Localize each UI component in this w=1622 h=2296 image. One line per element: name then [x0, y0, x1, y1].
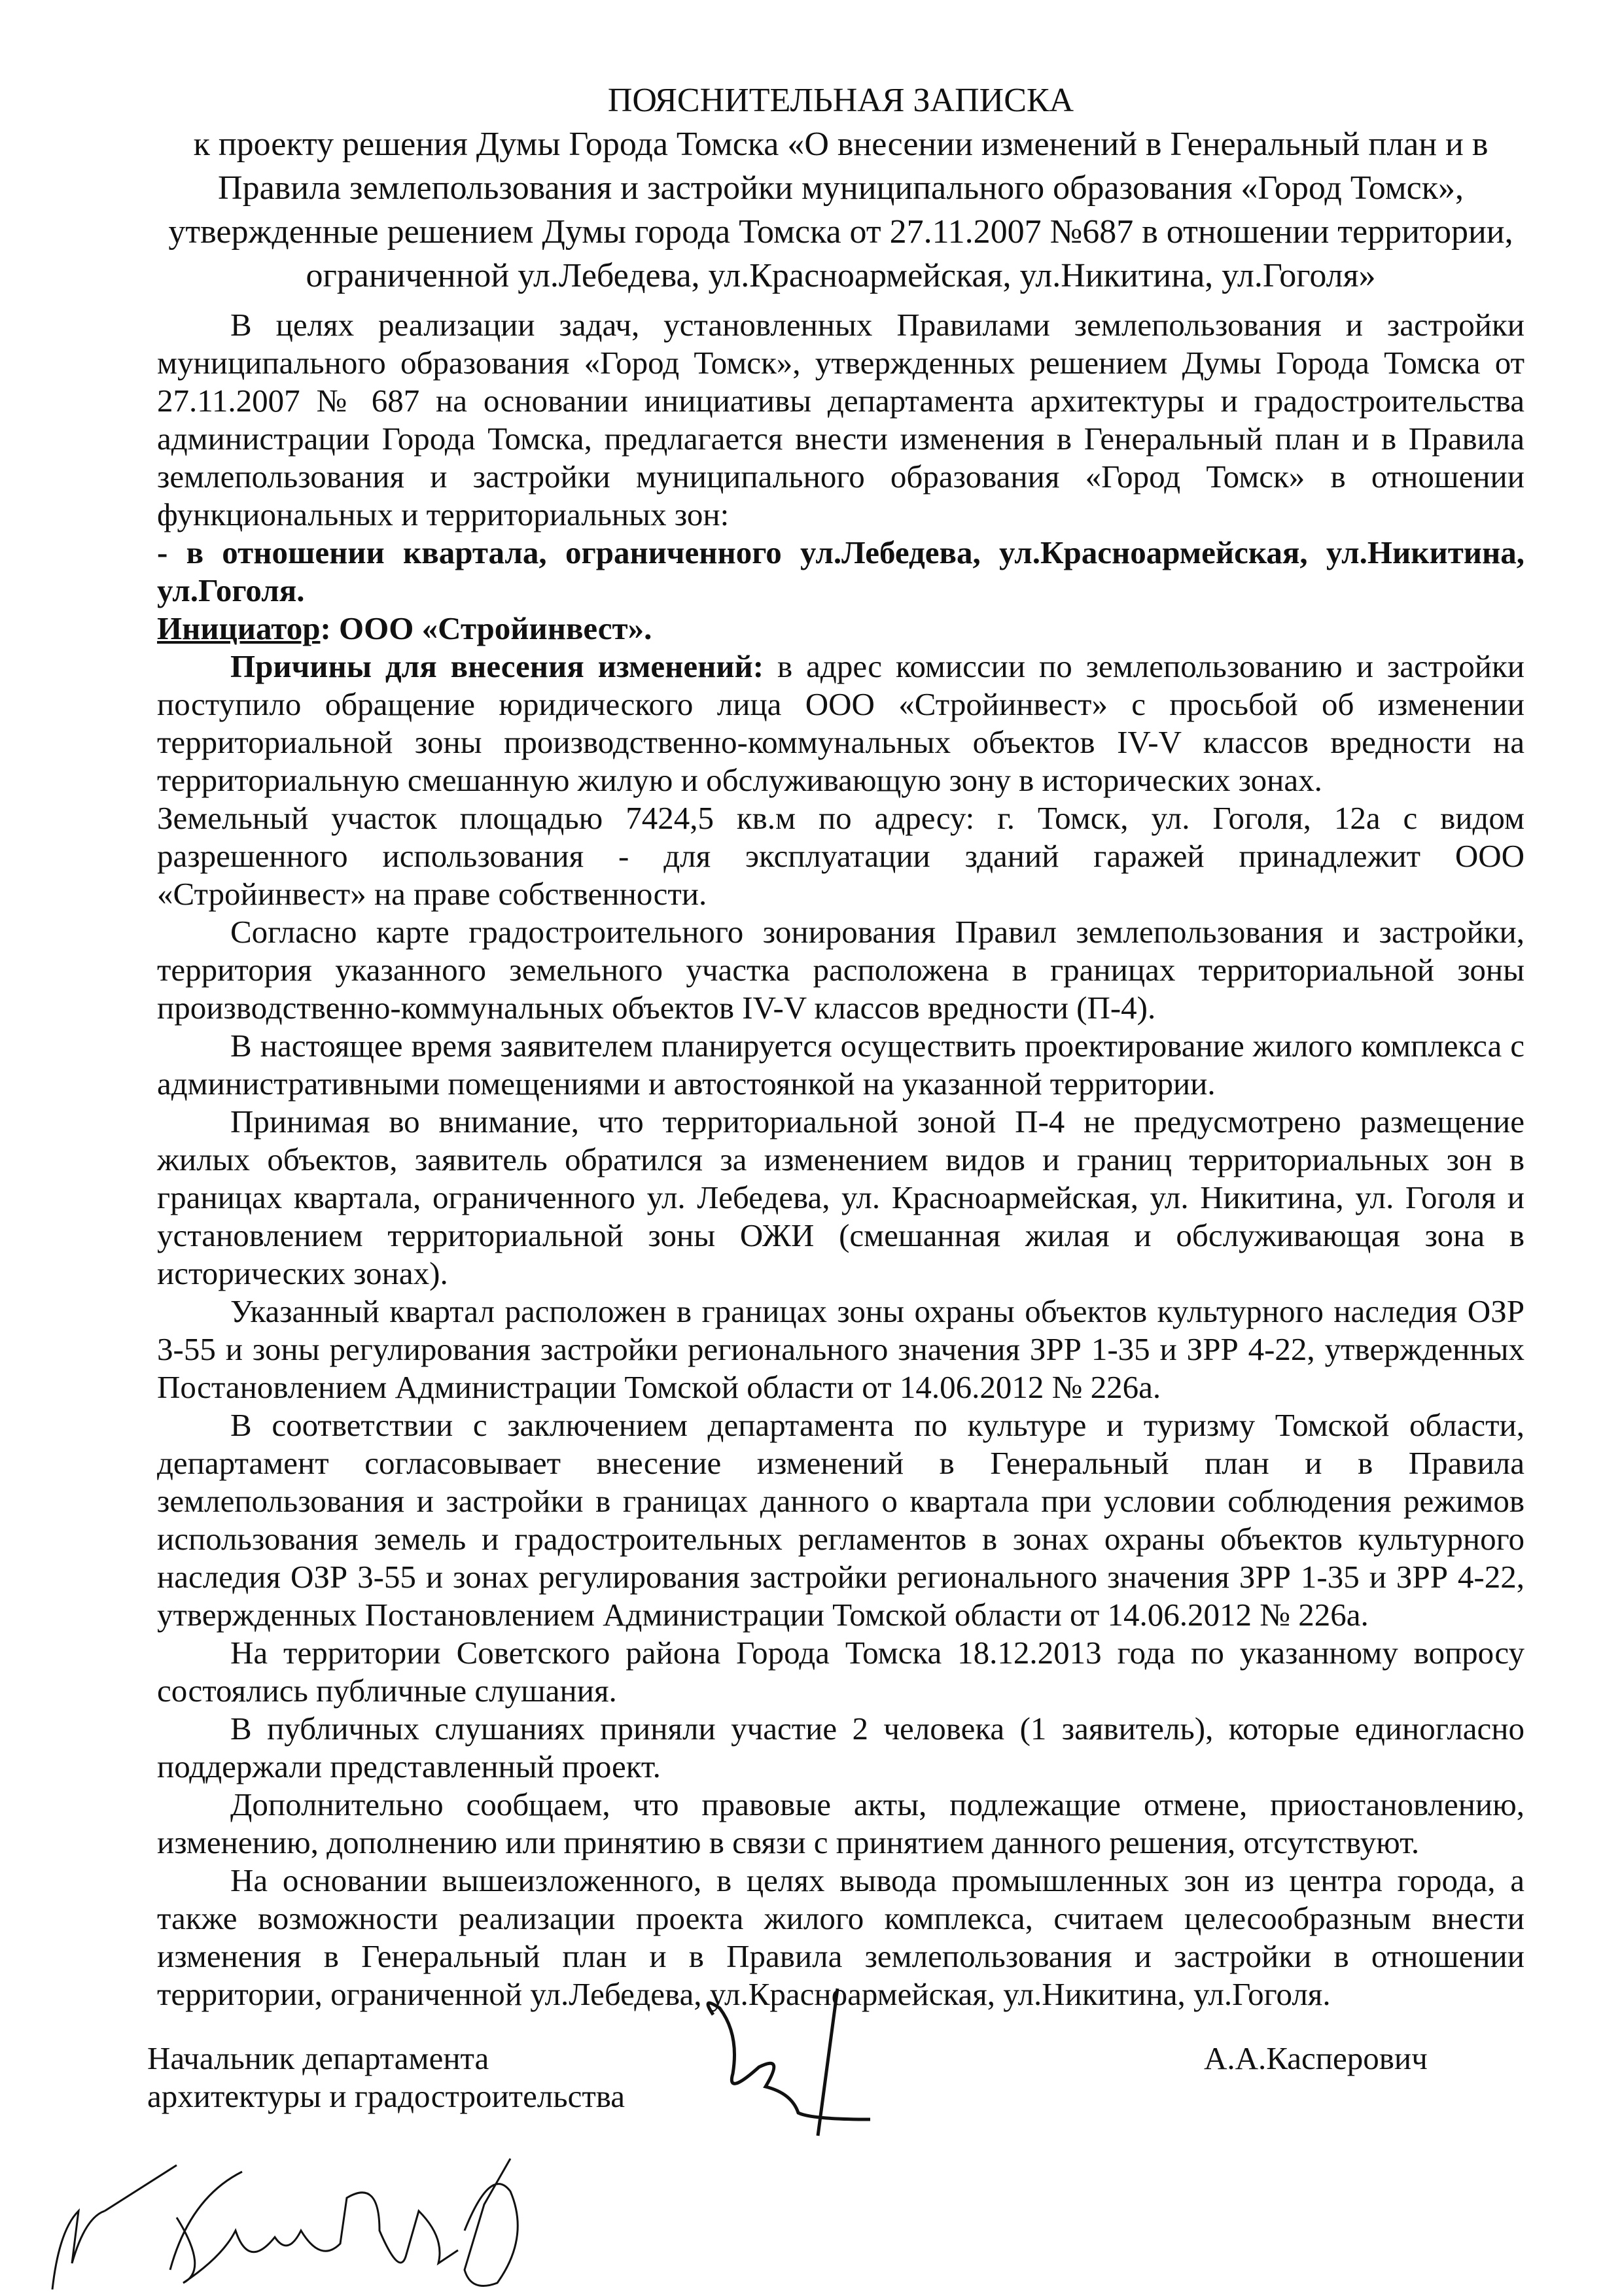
reasons-label: Причины для внесения изменений:: [230, 648, 764, 684]
paragraph: В публичных слушаниях приняли участие 2 человека (1 заявитель), которые единогласно поддержали представленный проект.: [157, 1711, 1525, 1784]
paragraph: В соответствии с заключением департамента по культуре и туризму Томской области, департамент согласовывает внесение изменений в Генеральный план и в Правила землепользования и застройки в границах данного о квартала при условии соблюдения режимов использования земель и градостроительных регламентов в зонах охраны объектов культурного наследия ОЗР 3-55 и зонах регулирования застройки регионального значения ЗРР 1-35 и ЗРР 4-22, утвержденных Постановлением Администрации Томской области от 14.06.2012 № 226а.: [157, 1407, 1525, 1633]
subtitle-line: ограниченной ул.Лебедева, ул.Красноармейская, ул.Никитина, ул.Гоголя»: [306, 257, 1376, 294]
reasons-text: в адрес комиссии по землепользованию и застройки поступило обращение юридического лица ООО «Стройинвест» с просьбой об изменении территориальной зоны производственно-коммунальных объектов IV-V классов вредности на территориальную смешанную жилую и обслуживающую зону в исторических зонах.: [157, 648, 1525, 798]
initiator-line: [157, 610, 1525, 648]
reasons-paragraph: [157, 648, 1525, 799]
paragraph: Дополнительно сообщаем, что правовые акты, подлежащие отмене, приостановлению, изменению, дополнению или принятию в связи с принятием данного решения, отсутствуют.: [157, 1786, 1525, 1860]
document-body: [157, 306, 1525, 2013]
bold-item: - в отношении квартала, ограниченного ул.Лебедева, ул.Красноармейская, ул.Никитина, ул.Гоголя.: [157, 534, 1525, 608]
subtitle-line: утвержденные решением Думы города Томска от 27.11.2007 №687 в отношении территории,: [168, 213, 1513, 251]
position-line: Начальник департамента: [147, 2040, 489, 2076]
paragraph: На территории Советского района Города Томска 18.12.2013 года по указанному вопросу состоялись публичные слушания.: [157, 1635, 1525, 1709]
document-header: [157, 78, 1525, 298]
paragraph: На основании вышеизложенного, в целях вывода промышленных зон из центра города, а также возможности реализации проекта жилого комплекса, считаем целесообразным внести изменения в Генеральный план и в Правила землепользования и застройки в отношении территории, ограниченной ул.Лебедева, ул.Красноармейская, ул.Никитина, ул.Гоголя.: [157, 1862, 1525, 2012]
initiator-label: Инициатор: [157, 610, 321, 646]
paragraph: Принимая во внимание, что территориальной зоной П-4 не предусмотрено размещение жилых объектов, заявитель обратился за изменением видов и границ территориальных зон в границах квартала, ограниченного ул. Лебедева, ул. Красноармейская, ул. Никитина, ул. Гоголя и установлением территориальной зоны ОЖИ (смешанная жилая и обслуживающая зона в исторических зонах).: [157, 1104, 1525, 1291]
position-line: архитектуры и градостроительства: [147, 2078, 626, 2114]
initiator-value: : ООО «Стройинвест».: [320, 610, 652, 646]
signatory-name: А.А.Касперович: [1204, 2040, 1428, 2076]
handwritten-signature-main: [687, 1982, 949, 2152]
paragraph: Указанный квартал расположен в границах зоны охраны объектов культурного наследия ОЗР 3-55 и зоны регулирования застройки регионального значения ЗРР 1-35 и ЗРР 4-22, утвержденных Постановлением Администрации Томской области от 14.06.2012 № 226а.: [157, 1293, 1525, 1405]
subtitle-line: к проекту решения Думы Города Томска «О внесении изменений в Генеральный план и в: [193, 126, 1489, 163]
document-title: ПОЯСНИТЕЛЬНАЯ ЗАПИСКА: [607, 82, 1074, 119]
intro-paragraph: В целях реализации задач, установленных Правилами землепользования и застройки муниципального образования «Город Томск», утвержденных решением Думы Города Томска от 27.11.2007 № 687 на основании инициативы департамента архитектуры и градостроительства администрации Города Томска, предлагается внести изменения в Генеральный план и в Правила землепользования и застройки муниципального образования «Город Томск» в отношении функциональных и территориальных зон:: [157, 307, 1525, 532]
paragraph: Земельный участок площадью 7424,5 кв.м по адресу: г. Томск, ул. Гоголя, 12а с видом разрешенного использования - для эксплуатации зданий гаражей принадлежит ООО «Стройинвест» на праве собственности.: [157, 800, 1525, 912]
signatory-position: [147, 2040, 625, 2115]
paragraph: В настоящее время заявителем планируется осуществить проектирование жилого комплекса с административными помещениями и автостоянкой на указанной территории.: [157, 1028, 1525, 1102]
subtitle-line: Правила землепользования и застройки муниципального образования «Город Томск»,: [218, 169, 1464, 207]
handwritten-initials-bottom: [13, 2152, 537, 2296]
paragraph: Согласно карте градостроительного зонирования Правил землепользования и застройки, территория указанного земельного участка расположена в границах территориальной зоны производственно-коммунальных объектов IV-V классов вредности (П-4).: [157, 914, 1525, 1026]
